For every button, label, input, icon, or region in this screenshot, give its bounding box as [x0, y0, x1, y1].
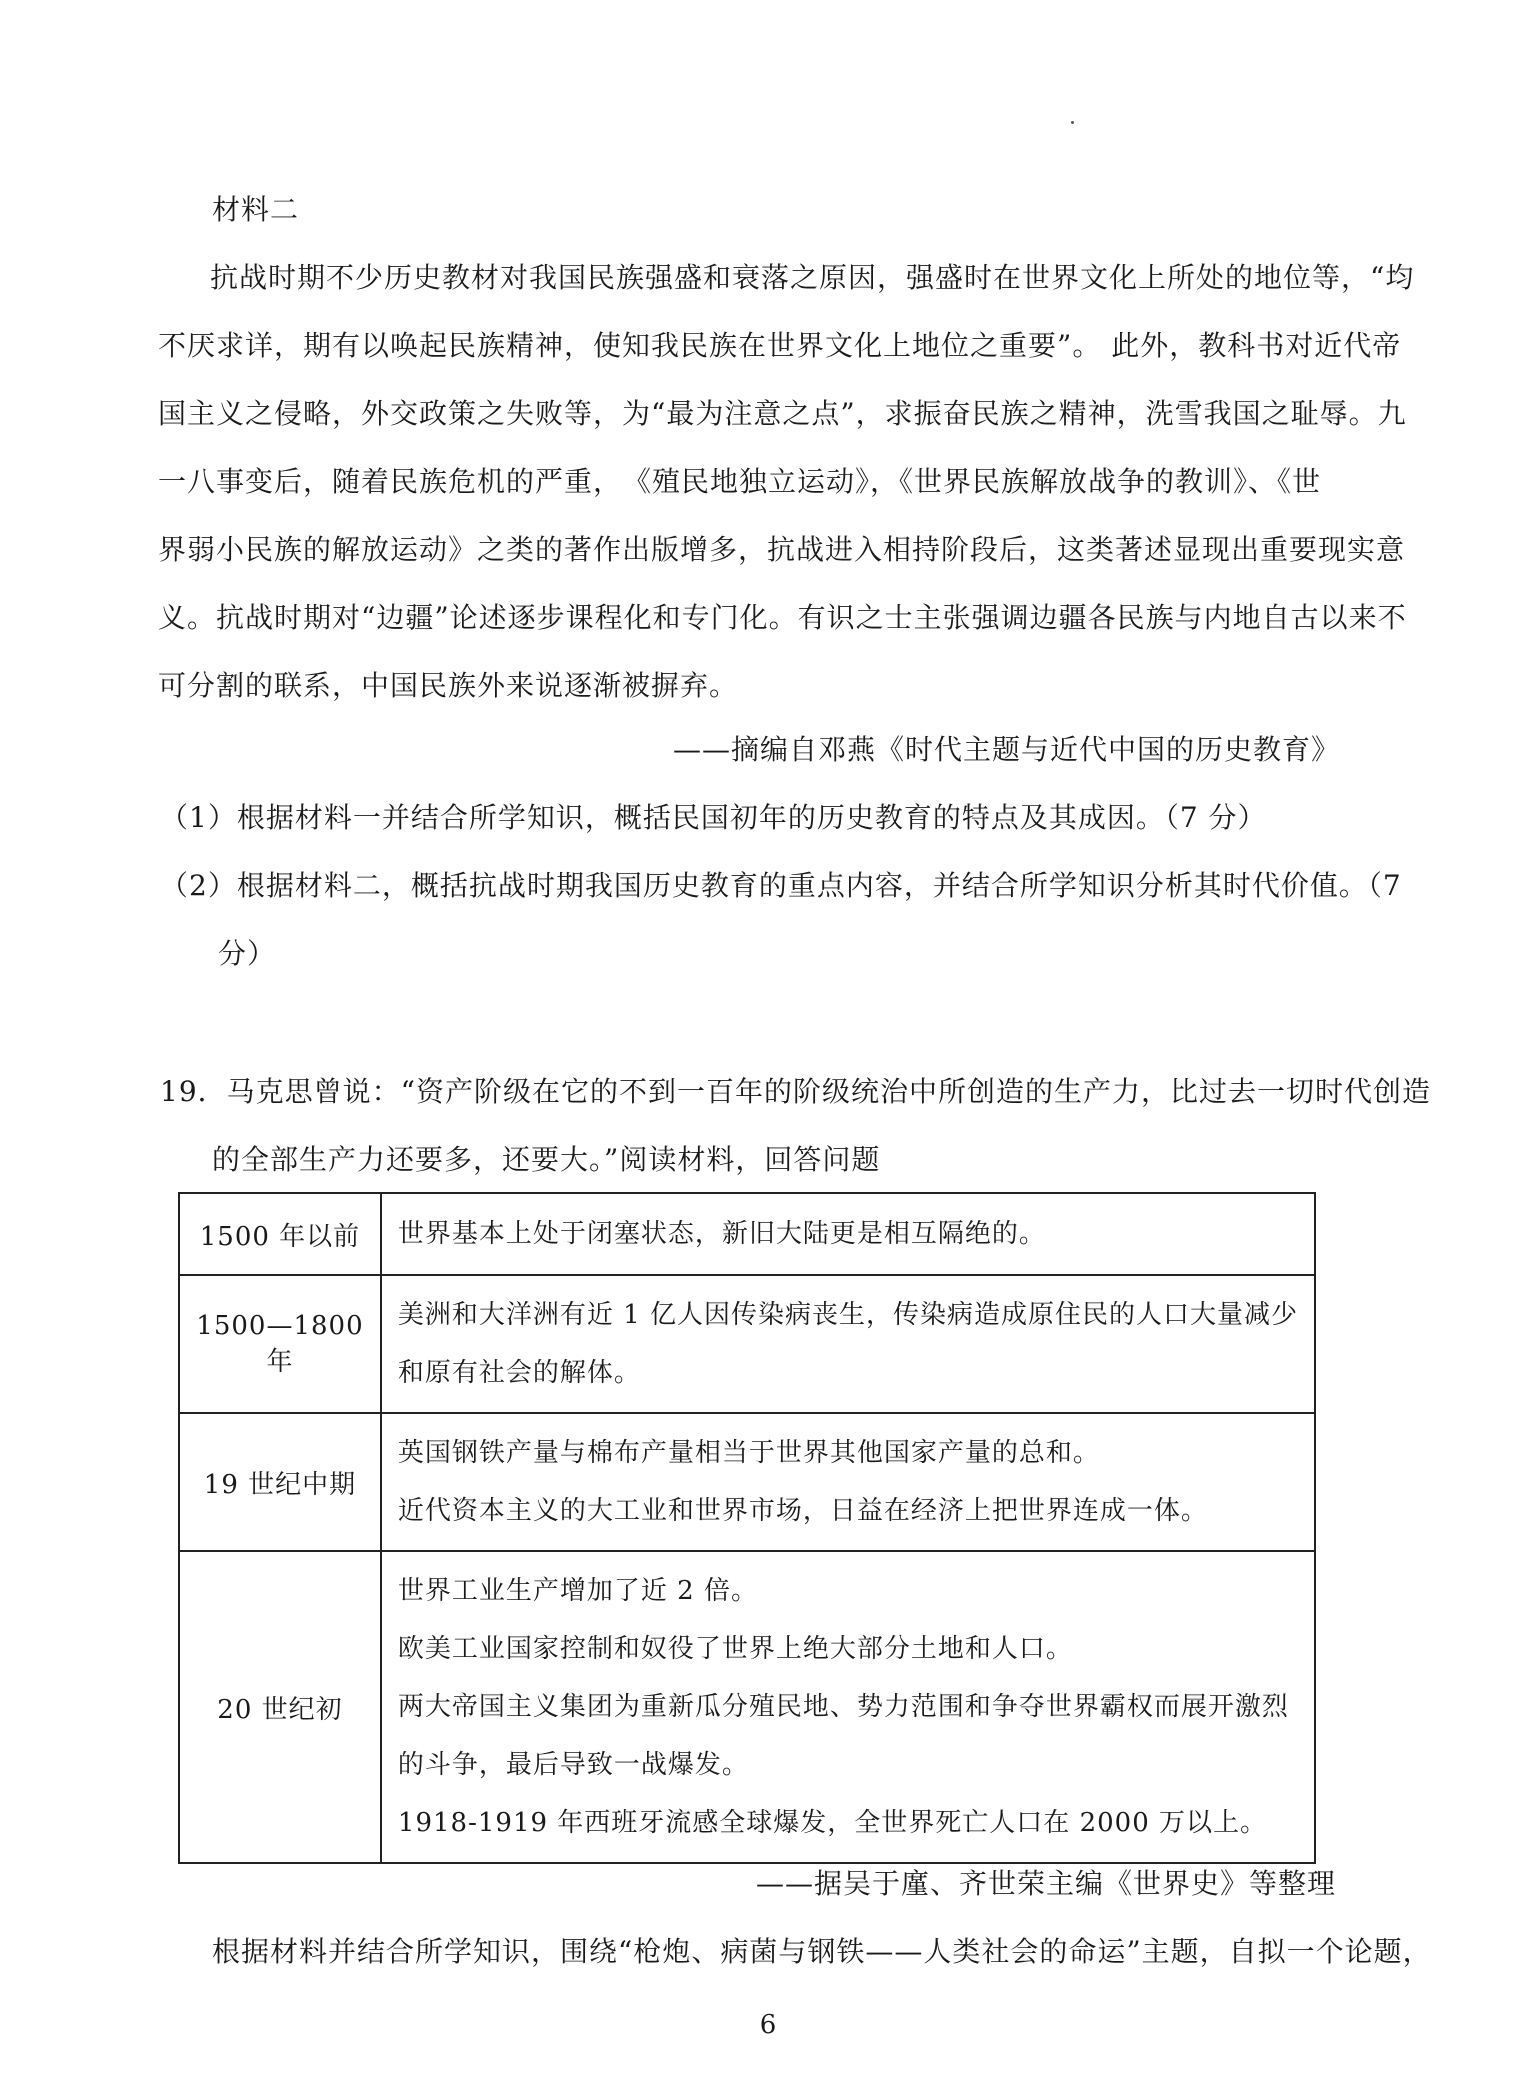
- description-line: 世界工业生产增加了近 2 倍。: [397, 1576, 758, 1606]
- description-line: 的斗争，最后导致一战爆发。: [397, 1750, 749, 1780]
- question-1: （1）根据材料一并结合所学知识，概括民国初年的历史教育的特点及其成因。（7 分）: [160, 801, 1267, 834]
- passage-line: 不厌求详，期有以唤起民族精神，使知我民族在世界文化上地位之重要”。 此外，教科书对近代帝: [158, 329, 1402, 362]
- period-cell: 19 世纪中期: [179, 1413, 381, 1551]
- material-heading: 材料二: [212, 193, 300, 226]
- description-line: 两大帝国主义集团为重新瓜分殖民地、势力范围和争夺世界霸权而展开激烈: [397, 1692, 1289, 1722]
- description-line: 英国钢铁产量与棉布产量相当于世界其他国家产量的总和。: [397, 1438, 1100, 1468]
- table-source: ——据吴于廑、齐世荣主编《世界史》等整理: [755, 1867, 1336, 1900]
- passage-line: 义。抗战时期对“边疆”论述逐步课程化和专门化。有识之士主张强调边疆各民族与内地自古以来不: [158, 601, 1407, 634]
- question-2-continued: 分）: [218, 937, 277, 970]
- question-19-intro: 19．马克思曾说：“资产阶级在它的不到一百年的阶级统治中所创造的生产力，比过去一切时代创造: [160, 1075, 1431, 1108]
- description-cell: [381, 1193, 1315, 1275]
- period-cell: 20 世纪初: [179, 1551, 381, 1863]
- question-2: （2）根据材料二，概括抗战时期我国历史教育的重点内容，并结合所学知识分析其时代价值。（7: [160, 869, 1402, 902]
- table-row: [179, 1275, 1315, 1413]
- description-line: 1918-1919 年西班牙流感全球爆发，全世界死亡人口在 2000 万以上。: [397, 1808, 1268, 1838]
- material-2-source: ——摘编自邓燕《时代主题与近代中国的历史教育》: [672, 733, 1340, 766]
- page-number: 6: [759, 2010, 777, 2040]
- question-19-task: 根据材料并结合所学知识，围绕“枪炮、病菌与钢铁——人类社会的命运”主题，自拟一个论题，: [212, 1935, 1432, 1968]
- description-line: 近代资本主义的大工业和世界市场，日益在经济上把世界连成一体。: [397, 1496, 1208, 1526]
- description-cell: [381, 1413, 1315, 1551]
- table-row: [179, 1193, 1315, 1275]
- passage-line: 国主义之侵略，外交政策之失败等，为“最为注意之点”，求振奋民族之精神，洗雪我国之耻辱。九: [158, 397, 1407, 430]
- description-cell: [381, 1275, 1315, 1413]
- table-row: [179, 1551, 1315, 1863]
- passage-line: 抗战时期不少历史教材对我国民族强盛和衰落之原因，强盛时在世界文化上所处的地位等，“均: [210, 261, 1415, 294]
- description-line: 世界基本上处于闭塞状态，新旧大陆更是相互隔绝的。: [397, 1219, 1046, 1249]
- description-line: 和原有社会的解体。: [397, 1358, 641, 1388]
- table-row: [179, 1413, 1315, 1551]
- description-line: 欧美工业国家控制和奴役了世界上绝大部分土地和人口。: [397, 1634, 1073, 1664]
- material-2-passage: [158, 244, 1415, 720]
- passage-line: 一八事变后，随着民族危机的严重， 《殖民地独立运动》，《世界民族解放战争的教训》、《世: [158, 465, 1322, 498]
- description-cell: [381, 1551, 1315, 1863]
- scan-speck: [1071, 121, 1074, 124]
- history-table: [178, 1192, 1316, 1864]
- period-cell: 1500—1800 年: [179, 1275, 381, 1413]
- description-line: 美洲和大洋洲有近 1 亿人因传染病丧生，传染病造成原住民的人口大量减少: [397, 1300, 1298, 1330]
- question-19-intro-continued: 的全部生产力还要多，还要大。”阅读材料，回答问题: [212, 1143, 881, 1176]
- period-cell: 1500 年以前: [179, 1193, 381, 1275]
- passage-line: 可分割的联系，中国民族外来说逐渐被摒弃。: [158, 669, 739, 702]
- passage-line: 界弱小民族的解放运动》之类的著作出版增多，抗战进入相持阶段后，这类著述显现出重要现实意: [158, 533, 1406, 566]
